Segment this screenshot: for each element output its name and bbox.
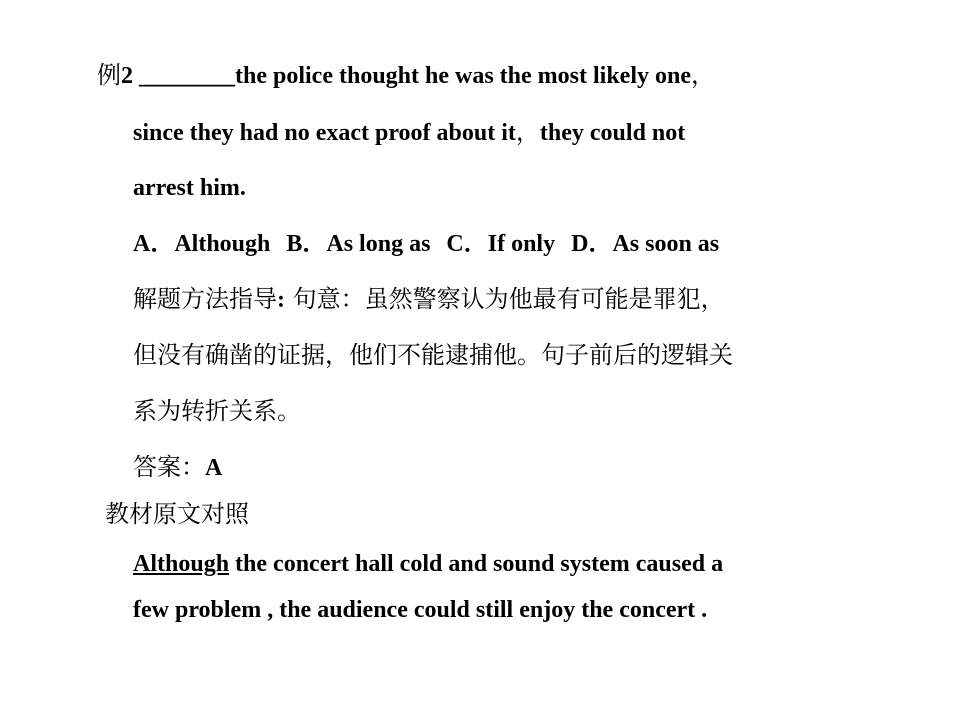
answer-label: 答案：: [133, 453, 205, 481]
original-text-1: the concert hall cold and sound system caused a: [229, 551, 724, 577]
comma: ，: [515, 118, 540, 146]
explanation-heading: 解题方法指导: [133, 285, 277, 313]
comma: ，: [691, 61, 715, 89]
example-sentence-part-3: arrest him.: [133, 175, 246, 201]
explanation-line-1: [133, 284, 725, 315]
original-heading: 教材原文对照: [105, 500, 249, 528]
example-line-1: [97, 60, 715, 91]
explanation-text-2: 但没有确凿的证据，他们不能逮捕他。句子前后的逻辑关: [133, 341, 733, 369]
fill-in-blank: ________: [139, 63, 235, 89]
example-label: 例: [97, 61, 121, 89]
example-line-3: [133, 173, 246, 203]
option-b: B．As long as: [286, 231, 431, 257]
example-line-2: [133, 117, 685, 148]
original-text-2: few problem , the audience could still enjoy the concert .: [133, 597, 708, 623]
example-sentence-part-1: the police thought he was the most likely one: [235, 63, 691, 89]
underlined-word: Although: [133, 551, 230, 577]
options-line: [133, 229, 719, 259]
explanation-text-1: 句意：虽然警察认为他最有可能是罪犯，: [285, 285, 725, 313]
explanation-line-2: [133, 340, 733, 370]
explanation-colon: :: [277, 287, 285, 313]
example-sentence-part-2a: since they had no exact proof about it: [133, 120, 516, 146]
original-heading-line: [105, 499, 249, 529]
original-line-2: [133, 595, 707, 625]
option-d: D．As soon as: [571, 231, 720, 257]
example-sentence-part-2b: they could not: [539, 120, 686, 146]
answer-line: [133, 452, 222, 483]
option-a: A．Although: [133, 231, 271, 257]
explanation-line-3: [133, 396, 301, 426]
answer-value: A: [205, 455, 223, 481]
example-number: 2: [121, 63, 139, 89]
explanation-text-3: 系为转折关系。: [133, 397, 301, 425]
option-c: C．If only: [446, 231, 556, 257]
original-line-1: [133, 549, 723, 579]
